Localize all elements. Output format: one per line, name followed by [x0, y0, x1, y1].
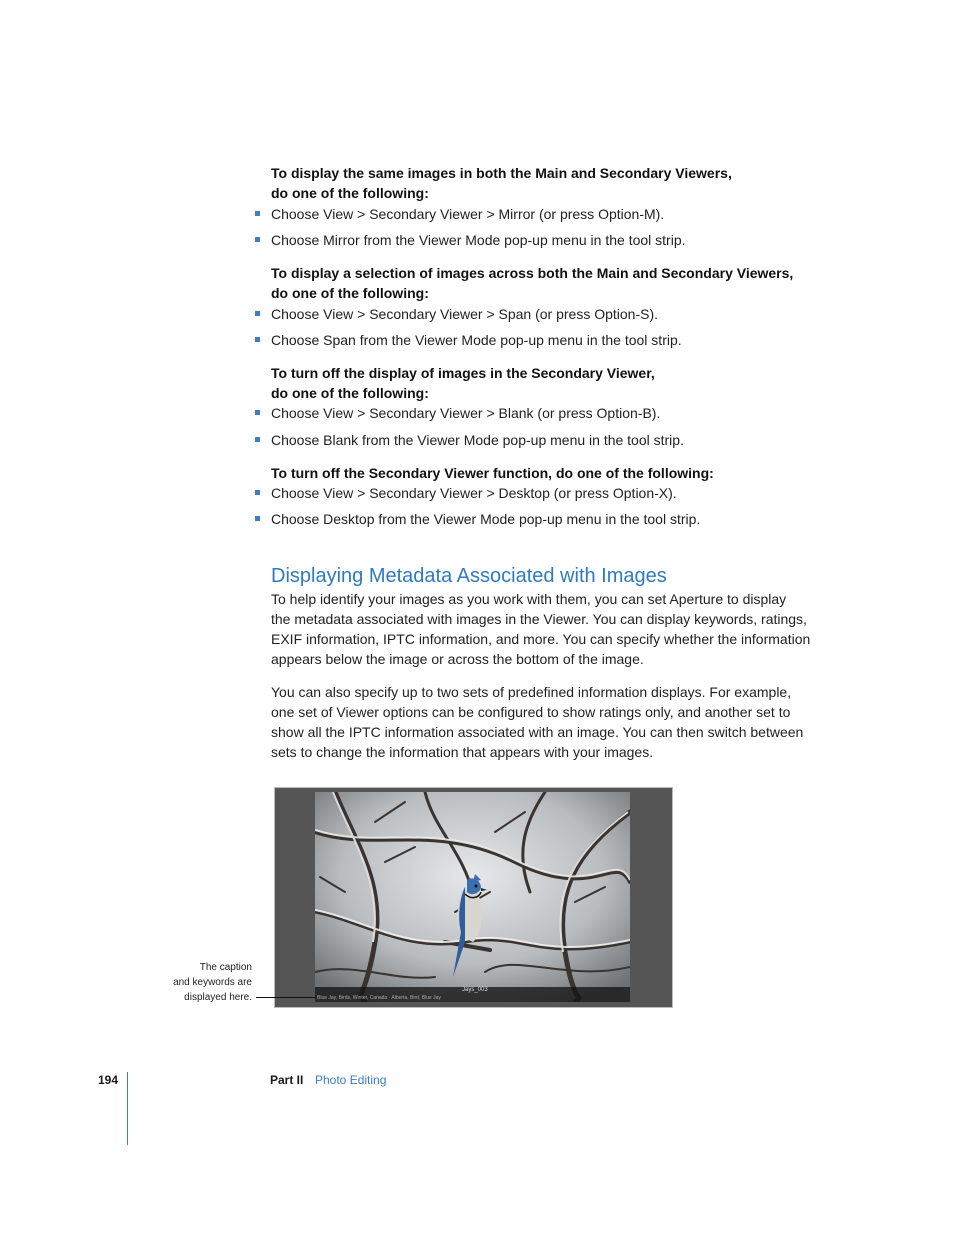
footer-part: Part II — [270, 1073, 304, 1087]
bullet-square-icon — [255, 311, 260, 316]
procedure-heading-line: To turn off the Secondary Viewer function, do one of the following: — [271, 465, 714, 481]
bullet-item — [255, 509, 855, 529]
callout-line: and keywords are — [173, 977, 252, 988]
figure-callout — [150, 960, 252, 1005]
bullet-item — [255, 230, 855, 250]
bullet-text: Choose Span from the Viewer Mode pop-up menu in the tool strip. — [271, 332, 682, 348]
page-number: 194 — [98, 1073, 119, 1087]
section-title: Displaying Metadata Associated with Images — [271, 565, 667, 587]
bullet-text: Choose View > Secondary Viewer > Desktop (or press Option-X). — [271, 485, 677, 501]
bullet-text: Choose View > Secondary Viewer > Span (or press Option-S). — [271, 306, 659, 322]
bullet-item — [255, 403, 855, 423]
paragraph-line: EXIF information, IPTC information, and more. You can specify whether the information — [271, 631, 811, 647]
bullet-item — [255, 483, 855, 503]
footer-rule — [127, 1072, 128, 1145]
procedure-heading-line: To display a selection of images across both the Main and Secondary Viewers, — [271, 265, 794, 281]
paragraph-line: sets to change the information that appears with your images. — [271, 744, 654, 760]
bullet-square-icon — [255, 437, 260, 442]
bullet-square-icon — [255, 516, 260, 521]
blue-jay-photo — [315, 792, 630, 1002]
procedure-heading-line: do one of the following: — [271, 285, 429, 301]
footer-chapter: Photo Editing — [315, 1073, 387, 1087]
callout-line: The caption — [199, 962, 252, 973]
paragraph-line: the metadata associated with images in the Viewer. You can display keywords, ratings, — [271, 611, 807, 627]
paragraph-line: one set of Viewer options can be configured to show ratings only, and another set to — [271, 704, 791, 720]
bullet-text: Choose View > Secondary Viewer > Mirror (or press Option-M). — [271, 206, 665, 222]
paragraph-line: You can also specify up to two sets of predefined information displays. For example, — [271, 684, 792, 700]
bullet-text: Choose Mirror from the Viewer Mode pop-up menu in the tool strip. — [271, 232, 686, 248]
bullet-text: Choose Blank from the Viewer Mode pop-up menu in the tool strip. — [271, 432, 684, 448]
bullet-item — [255, 330, 855, 350]
bullet-text: Choose View > Secondary Viewer > Blank (or press Option-B). — [271, 405, 661, 421]
procedure-heading — [271, 463, 714, 483]
paragraph-line: show all the IPTC information associated with an image. You can then switch between — [271, 724, 804, 740]
bullet-text: Choose Desktop from the Viewer Mode pop-up menu in the tool strip. — [271, 511, 701, 527]
bullet-item — [255, 204, 855, 224]
procedure-heading-line: do one of the following: — [271, 385, 429, 401]
image-keywords: Blue Jay, Birds, Winter, Canada · Alberta, Bird, Blue Jay — [317, 995, 441, 1001]
bullet-square-icon — [255, 490, 260, 495]
callout-line: displayed here. — [184, 992, 252, 1003]
paragraph-line: To help identify your images as you work with them, you can set Aperture to display — [271, 591, 787, 607]
bullet-square-icon — [255, 337, 260, 342]
procedure-heading-line: To turn off the display of images in the Secondary Viewer, — [271, 365, 655, 381]
procedure-heading — [271, 263, 793, 303]
paragraph-line: appears below the image or across the bottom of the image. — [271, 651, 644, 667]
body-paragraph — [271, 589, 827, 669]
procedure-heading-line: To display the same images in both the Main and Secondary Viewers, — [271, 165, 732, 181]
procedure-heading — [271, 363, 655, 403]
procedure-heading-line: do one of the following: — [271, 185, 429, 201]
bullet-item — [255, 430, 855, 450]
winter-branches-image — [315, 792, 630, 1002]
bullet-square-icon — [255, 237, 260, 242]
callout-leader-line — [256, 997, 316, 998]
bullet-square-icon — [255, 410, 260, 415]
bullet-item — [255, 304, 855, 324]
body-paragraph — [271, 682, 827, 762]
image-caption: Jays_003 — [462, 987, 488, 993]
procedure-heading — [271, 163, 732, 203]
bullet-square-icon — [255, 211, 260, 216]
